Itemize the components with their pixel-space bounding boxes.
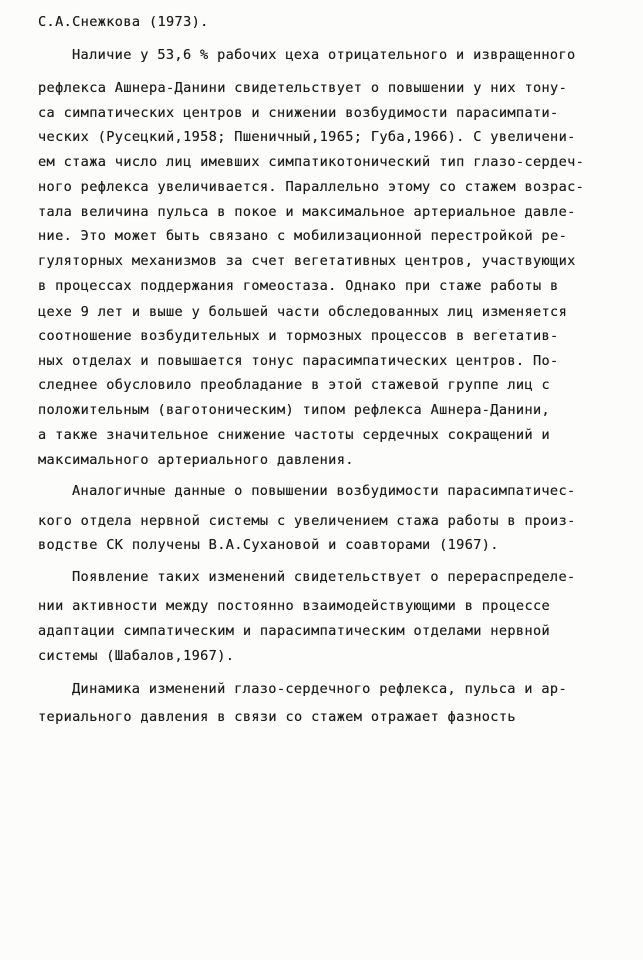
paragraph-3-line-1: Появление таких изменений свидетельствует о перераспределе- — [72, 569, 576, 585]
paragraph-1-line-9: гуляторных механизмов за счет вегетативных центров, участвующих — [38, 253, 576, 269]
text-line-citation: С.А.Снежкова (1973). — [38, 14, 209, 30]
paragraph-2-line-2: кого отдела нервной системы с увеличением стажа работы в произ- — [38, 513, 576, 529]
paragraph-1-line-8: ние. Это может быть связано с мобилизационной перестройкой ре- — [38, 228, 568, 244]
paragraph-1-line-2: рефлекса Ашнера-Данини свидетельствует о повышении у них тону- — [38, 80, 568, 96]
paragraph-1-line-6: ного рефлекса увеличивается. Параллельно этому со стажем возрас- — [38, 179, 585, 195]
paragraph-2-line-3: водстве СК получены В.А.Сухановой и соавторами (1967). — [38, 537, 499, 553]
paragraph-1-line-11: цехе 9 лет и выше у большей части обследованных лиц изменяется — [38, 304, 568, 320]
paragraph-3-line-4: системы (Шабалов,1967). — [38, 648, 235, 664]
paragraph-1-line-5: ем стажа число лиц имевших симпатикотонический тип глазо-сердеч- — [38, 154, 585, 170]
paragraph-1-line-15: положительным (ваготоническим) типом рефлекса Ашнера-Данини, — [38, 402, 551, 418]
paragraph-4-line-2: териального давления в связи со стажем отражает фазность — [38, 709, 516, 725]
paragraph-1-line-16: а также значительное снижение частоты сердечных сокращений и — [38, 427, 551, 443]
paragraph-1-line-1: Наличие у 53,6 % рабочих цеха отрицательного и извращенного — [72, 47, 576, 63]
paragraph-1-line-12: соотношение возбудительных и тормозных процессов в вегетатив- — [38, 328, 559, 344]
paragraph-1-line-14: следнее обусловило преобладание в этой стажевой группе лиц с — [38, 377, 551, 393]
paragraph-1-line-13: ных отделах и повышается тонус парасимпатических центров. По- — [38, 353, 559, 369]
paragraph-1-line-7: тала величина пульса в покое и максимальное артериальное давле- — [38, 204, 576, 220]
paragraph-1-line-17: максимального артериального давления. — [38, 452, 354, 468]
paragraph-2-line-1: Аналогичные данные о повышении возбудимости парасимпатичес- — [72, 483, 576, 499]
paragraph-4-line-1: Динамика изменений глазо-сердечного рефлекса, пульса и ар- — [72, 681, 567, 697]
paragraph-3-line-3: адаптации симпатическим и парасимпатическим отделами нервной — [38, 623, 551, 639]
paragraph-1-line-10: в процессах поддержания гомеостаза. Однако при стаже работы в — [38, 278, 559, 294]
paragraph-1-line-4: ческих (Русецкий,1958; Пшеничный,1965; Губа,1966). С увеличени- — [38, 129, 576, 145]
paragraph-3-line-2: нии активности между постоянно взаимодействующими в процессе — [38, 598, 551, 614]
paragraph-1-line-3: са симпатических центров и снижении возбудимости парасимпати- — [38, 105, 559, 121]
